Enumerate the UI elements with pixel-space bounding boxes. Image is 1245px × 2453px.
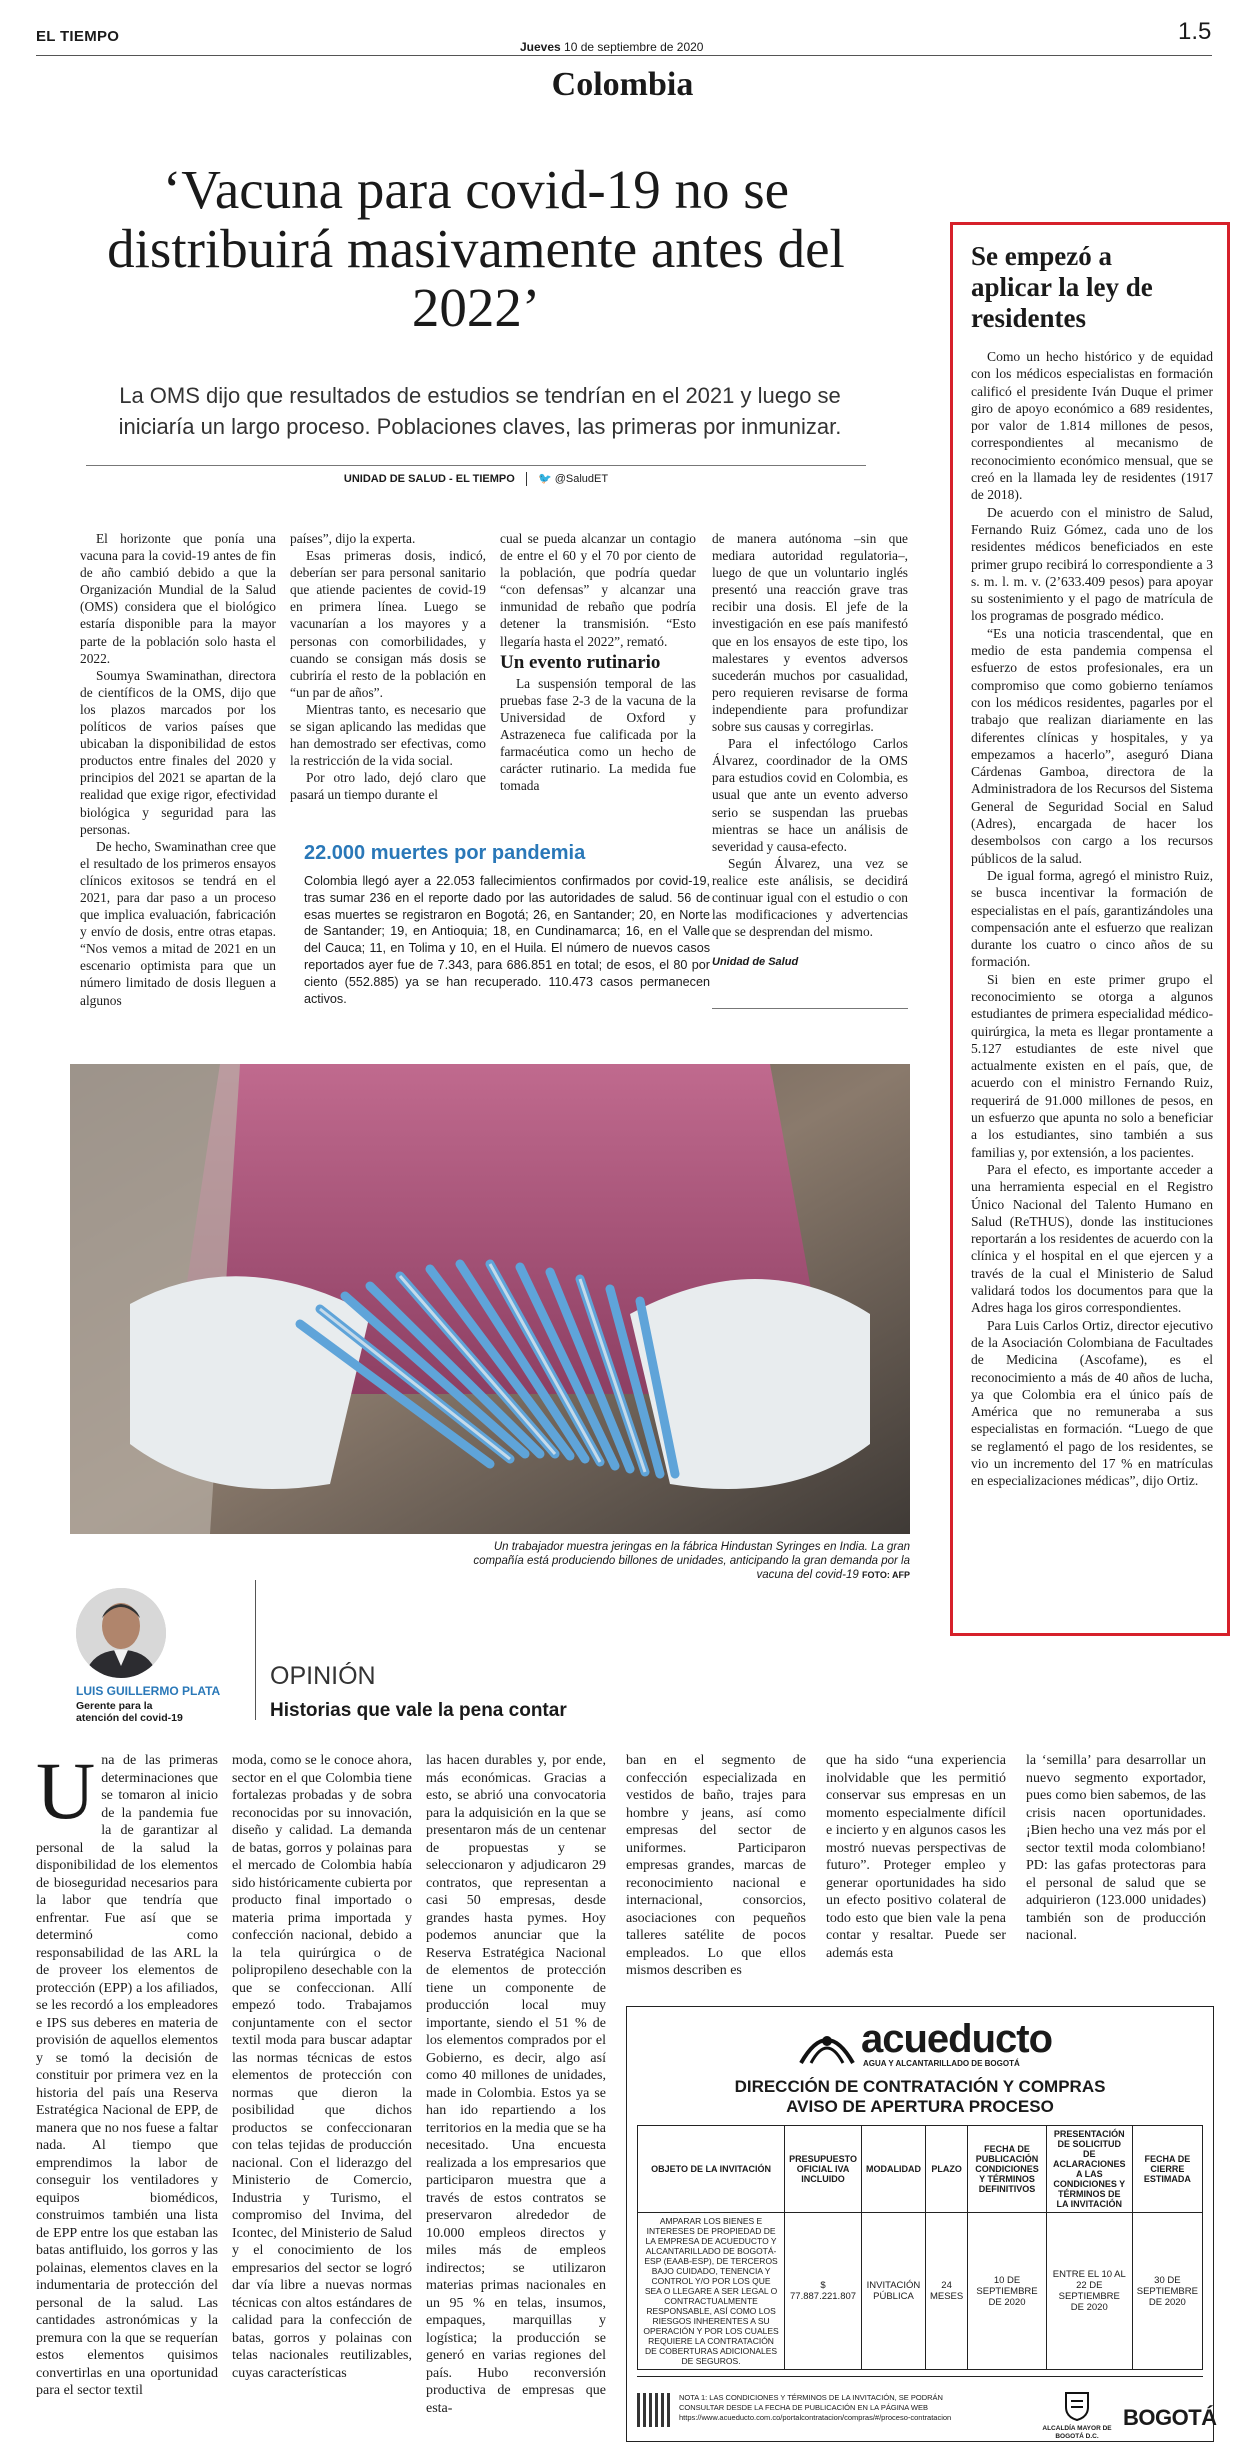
deaths-box-text: Colombia llegó ayer a 22.053 fallecimientos confirmados por covid-19, tras sumar 236 en el reporte dado por las autoridades de salud. 56 de esas muertes se registraron en Bogotá; 26, en Santander; 20, en Norte de Santander; 19, en Antioquia; 18, en Cundinamarca; 16, en el Valle del Cauca; 11, en Tolima y 10, en el Huila. El número de nuevos casos reportados ayer fue de 7.343, para 686.851 en total; de esos, el 80 por ciento (552.885) ya se han recuperado. 110.473 casos permanecen activos. — [304, 874, 710, 1006]
page-number: 1.5 — [1178, 18, 1212, 45]
opinion-paragraph: moda, como se le conoce ahora, sector en el que Colombia tiene fortalezas probadas y de sobra reconocidas por su innovación, diseño y calidad. La demanda de batas, gorros y polainas para el mercado de Colombia había sido históricamente cubierta por producto final importado o materia prima importada y confección nacional, debido a la tela quirúrgica o de polipropileno desechable con la que se confeccionan. Allí empezó todo. Trabajamos conjuntamente con el sector textil moda para buscar adaptar las normas técnicas de estos elementos de protección con normas que dieron la posibilidad que dichos productos se confeccionaran con telas tejidas de producción nacional. Con el liderazgo del Ministerio de Comercio, Industria y Turismo, el compromiso del Invima, del Icontec, del Ministerio de Salud y el conocimiento de los empresarios del sector se logró dar vía libre a nuevas normas técnicas con altos estándares de calidad para la confección de batas, gorros y polainas con telas nacionales reutilizables, cuyas características — [232, 1753, 412, 2381]
ad-cell: 30 DE SEPTIEMBRE DE 2020 — [1132, 2213, 1202, 2370]
ad-title-2: AVISO DE APERTURA PROCESO — [786, 2097, 1054, 2116]
photo-caption — [470, 1540, 910, 1582]
article-end-rule — [712, 1008, 908, 1009]
alcaldia-text: ALCALDÍA MAYOR DE BOGOTÁ D.C. — [1042, 2425, 1112, 2440]
opinion-paragraph: las hacen durables y, por ende, más económicas. Gracias a esto, se abrió una convocatoria para la adquisición en la que se presentaron más de un centenar de propuestas y se seleccionaron y adjudicaron 29 contratos, que representan a casi 50 empresas, desde grandes hasta pymes. Hoy podemos anunciar que la Reserva Estratégica Nacional de elementos de protección tiene un componente de producción local muy importante, siendo el 51 % de los elementos comprados por el Gobierno, es decir, algo así como 40 millones de unidades, made in Colombia. Estos ya se han ido repartiendo a los territorios en la media que se ha necesitado. Una encuesta realizada a los empresarios que participaron muestra que a través de estos contratos se preservaron alrededor de 10.000 empleos directos y miles más de empleos indirectos; se utilizaron materias primas nacionales en un 95 % en telas, insumos, empaques, marquillas y logística; la producción se generó en varias regiones del país. Hubo reconversión productiva de empresas que esta- — [426, 1753, 606, 2416]
article-paragraph: Esas primeras dosis, indicó, deberían ser para personal sanitario que atiende pacientes de covid-19 en primera línea. Luego se vacunarían a los mayores y a personas con comorbilidades, y cuando se consigan más dosis se cubriría el resto de la población en “un par de años”. — [290, 548, 486, 700]
section-title: Colombia — [551, 66, 694, 103]
residents-sidebar — [950, 222, 1230, 1636]
ad-logo — [637, 2017, 1203, 2073]
dropcap: U — [36, 1745, 96, 1836]
article-paragraph: Para el infectólogo Carlos Álvarez, coordinador de la OMS para estudios covid en Colombia, es usual que ante un evento adverso serio se suspendan las pruebas mientras se hace un análisis de severidad y causa-efecto. — [712, 736, 908, 854]
author-portrait — [76, 1588, 166, 1678]
issue-date — [520, 40, 703, 54]
ad-header-cell: FECHA DE CIERRE ESTIMADA — [1132, 2126, 1202, 2213]
syringes-photo — [70, 1064, 910, 1534]
author-avatar — [76, 1588, 166, 1678]
twitter-handle: @SaludET — [554, 473, 609, 485]
article-paragraph: La suspensión temporal de las pruebas fase 2-3 de la vacuna de la Universidad de Oxford y Astrazeneca fue calificada por la farmacéutica como un hecho de carácter rutinario. La medida fue tomada — [500, 675, 696, 794]
ad-cell: $ 77.887.221.807 — [785, 2213, 862, 2370]
bogota-logo: BOGOTÁ — [1123, 2405, 1217, 2430]
author-name: LUIS GUILLERMO PLATA — [76, 1684, 221, 1698]
ad-table-header — [638, 2126, 1203, 2213]
alcaldia-logo — [1037, 2391, 1117, 2441]
byline-row — [0, 472, 952, 486]
article-paragraph: El horizonte que ponía una vacuna para la covid-19 antes de fin de año cambió debido a que la Organización Mundial de la Salud (OMS) considera que el biológico estaría disponible para la mayor parte de la población solo hasta el 2022. — [80, 531, 276, 666]
sidebar-paragraph: Como un hecho histórico y de equidad con los médicos especialistas en formación calificó el presidente Iván Duque el primer giro de apoyo económico a 689 residentes, por valor de 1.814 millones de pesos, correspondientes al mecanismo de reconocimiento económico mensual, que se creó en la llamada ley de residentes (1917 de 2018). — [971, 349, 1213, 503]
opinion-label: OPINIÓN — [270, 1662, 376, 1690]
sidebar-title: Se empezó a aplicar la ley de residentes — [971, 241, 1153, 333]
ad-footer — [637, 2376, 1217, 2453]
opinion-title: Historias que vale la pena contar — [270, 1700, 567, 1721]
article-col-4 — [712, 530, 908, 971]
opinion-paragraph: la ‘semilla’ para desarrollar un nuevo segmento exportador, pues como bien sabemos, de las crisis nacen oportunidades. ¡Bien hecho una vez más por el sector textil moda colombiano! PD: las gafas protectoras para el personal de salud que se adquirieron (123.000 unidades) también son de producción nacional. — [1026, 1753, 1206, 1943]
opinion-col-2 — [232, 1752, 412, 2382]
byline: UNIDAD DE SALUD - EL TIEMPO — [343, 473, 515, 485]
article-paragraph: de manera autónoma –sin que mediara autoridad regulatoria–, luego de que un voluntario inglés presentó una reacción grave tras recibir una dosis. El jefe de la investigación en ese país manifestó que en los ensayos de este tipo, los malestares y eventos adversos sucederán muchos por casualidad, pero requieren revisarse de forma independiente para profundizar sobre sus causas y corregirlas. — [712, 531, 908, 735]
sidebar-paragraph: De igual forma, agregó el ministro Ruiz, se busca incentivar la formación de especialistas en el país, garantizándoles una compensación ante el esfuerzo que realizan durante los cuatro o cinco años de su formación. — [971, 867, 1213, 970]
shield-icon — [1064, 2391, 1090, 2421]
article-col-1 — [80, 530, 276, 1009]
ad-title-1: DIRECCIÓN DE CONTRATACIÓN Y COMPRAS — [734, 2077, 1106, 2096]
ad-cell: 10 DE SEPTIEMBRE DE 2020 — [968, 2213, 1047, 2370]
article-paragraph: países”, dijo la experta. — [290, 531, 416, 546]
syringes-illustration — [70, 1064, 910, 1534]
article-paragraph: Mientras tanto, es necesario que se sigan aplicando las medidas que han demostrado ser efectivas, como la restricción de la vida social. — [290, 701, 486, 769]
opinion-col-1 — [36, 1745, 218, 2400]
ad-header-cell: FECHA DE PUBLICACIÓN CONDICIONES Y TÉRMINOS DEFINITIVOS — [968, 2126, 1047, 2213]
masthead-rule — [36, 55, 1212, 56]
sidebar-paragraph: Si bien en este primer grupo el reconocimiento se otorga a algunos estudiantes de primera especialidad médico-quirúrgica, la meta es llegar prontamente a 5.127 estudiantes de este nivel que actualmente existen en el país, que, de acuerdo con el ministro Fernando Ruiz, requerirá de 91.000 millones de pesos, en un esfuerzo que apunta no solo a beneficiar a los estudiantes, sino también a sus familias y, por extensión, a los pacientes. — [971, 971, 1213, 1160]
ad-cell: 24 MESES — [925, 2213, 967, 2370]
sidebar-paragraph: De acuerdo con el ministro de Salud, Fernando Ruiz Gómez, cada uno de los residentes médicos beneficiados en este primer grupo recibirá lo correspondiente a 3 s. m. l. m. v. (2’633.409 pesos) para apoyar su sostenimiento y el pago de matrícula de los programas de posgrado médico. — [971, 504, 1213, 624]
article-paragraph: De hecho, Swaminathan cree que el resultado de los primeros ensayos clínicos exitosos se tendrá en el 2021, para dar paso a un proceso que implica evaluación, fabricación y envío de dosis, entre otras etapas. “Nos vemos a mitad de 2021 en un escenario optimista para que un número limitado de dosis lleguen a algunos — [80, 838, 276, 1008]
sidebar-paragraph: “Es una noticia trascendental, que en medio de esta pandemia compensa el esfuerzo de estos profesionales, era un compromiso que como gobierno teníamos con los médicos residentes, pagarles por el trabajo que realizan diariamente en las diferentes clínicas y hospitales, y ya empezamos a hacerlo”, aseguró Diana Cárdenas Gamboa, directora de la Administradora de los Recursos del Sistema General de Seguridad Social en Salud (Adres), encargada de hacer los desembolsos con cargo a los recursos públicos de la salud. — [971, 625, 1213, 866]
photo-credit: FOTO: AFP — [862, 1570, 910, 1580]
date-day: Jueves — [520, 40, 561, 54]
author-role: Gerente para la atención del covid-19 — [76, 1700, 183, 1724]
sidebar-body — [971, 348, 1213, 1490]
acueducto-logo-icon — [797, 2021, 857, 2067]
opinion-col-4 — [626, 1752, 806, 1980]
article-col-3 — [500, 530, 696, 794]
ad-header-cell: MODALIDAD — [861, 2126, 925, 2213]
caption-text: Un trabajador muestra jeringas en la fábrica Hindustan Syringes en India. La gran compañía está produciendo billones de unidades, anticipando la gran demanda por la vacuna del covid-19 — [473, 1541, 910, 1581]
article-subhead: Un evento rutinario — [500, 651, 661, 673]
sidebar-paragraph: Para el efecto, es importante acceder a una herramienta especial en el Registro Único Nacional del Talento Humano en Salud (ReTHUS), donde las instituciones reportarán a los residentes de acuerdo con la clínica y el hospital en el que ejercen y a través de la cual el Ministerio de Salud validará todos los documentos para que la Adres haga los giros correspondientes. — [971, 1161, 1213, 1316]
table-row — [638, 2213, 1203, 2370]
opinion-paragraph — [36, 1745, 218, 2400]
ad-brand-sub: AGUA Y ALCANTARILLADO DE BOGOTÁ — [863, 2059, 1020, 2068]
opinion-col-5 — [826, 1752, 1006, 1962]
opinion-paragraph: que ha sido “una experiencia inolvidable que les permitió conservar sus empresas en un momento especialmente difícil e incierto y en algunos casos les mostró nuevas perspectivas de futuro”. Proteger empleo y generar oportunidades ha sido un efecto positivo colateral de todo esto que bien vale la pena contar y resaltar. Puede ser además esta — [826, 1753, 1006, 1961]
byline-rule — [86, 465, 866, 466]
article-paragraph: cual se pueda alcanzar un contagio de entre el 60 y el 70 por ciento de la población, que podría quedar “con defensas” y alcanzar una inmunidad de rebaño que podría detener la transmisión. “Esto llegaría hasta el 2022”, remató. — [500, 531, 696, 649]
ad-cell: AMPARAR LOS BIENES E INTERESES DE PROPIEDAD DE LA EMPRESA DE ACUEDUCTO Y ALCANTARILLADO DE BOGOTÁ-ESP (EAAB-ESP), DE TERCEROS BAJO CUIDADO, TENENCIA Y CONTROL Y/O POR LOS QUE SEA O LLEGARE A SER LEGAL O CONTRACTUALMENTE RESPONSABLE, ASÍ COMO LOS RIESGOS INHERENTES A SU OPERACIÓN Y POR LOS CUALES REQUIERE LA CONTRATACIÓN DE COBERTURAS ADICIONALES DE SEGUROS. — [638, 2213, 785, 2370]
qr-code-icon — [637, 2393, 671, 2427]
ad-header-cell: PLAZO — [925, 2126, 967, 2213]
opinion-col-6 — [1026, 1752, 1206, 1945]
twitter-icon: 🐦 — [537, 473, 552, 485]
ad-header-cell: PRESUPUESTO OFICIAL IVA INCLUIDO — [785, 2126, 862, 2213]
ad-cell: INVITACIÓN PÚBLICA — [861, 2213, 925, 2370]
date-rest: 10 de septiembre de 2020 — [564, 40, 704, 54]
article-signature: Unidad de Salud — [712, 956, 799, 969]
ad-cell: ENTRE EL 10 AL 22 DE SEPTIEMBRE DE 2020 — [1046, 2213, 1132, 2370]
article-paragraph: Según Álvarez, una vez se realice este análisis, se decidirá continuar igual con el estudio o con las modificaciones y advertencias que se desprendan del mismo. — [712, 855, 908, 940]
article-paragraph: Por otro lado, dejó claro que pasará un tiempo durante el — [290, 770, 486, 803]
sidebar-paragraph: Para Luis Carlos Ortiz, director ejecutivo de la Asociación Colombiana de Facultades de Medicina (Ascofame), es el reconocimiento a más de 40 años de lucha, ya que Colombia era el único país de América que no remuneraba a sus especialistas en formación. “Luego de que se reglamentó el pago de los residentes, se vio un incremento del 17 % en matrículas en especializaciones médicas”, dijo Ortiz. — [971, 1317, 1213, 1489]
opinion-text: na de las primeras determinaciones que se tomaron al inicio de la pandemia fue la de garantizar al personal de la salud la disponibilidad de los elementos de bioseguridad necesarios para la labor que tendría que enfrentar. Fue así que se determinó como responsabilidad de las ARL la de proveer los elementos de protección (EPP) a los afiliados, se les recordó a los empleadores e IPS sus deberes en materia de provisión de aquellos elementos y se tomó la decisión de constituir por primera vez en la historia del país una Reserva Estratégica Nacional de EPP, de manera que no nos fuese a faltar nada. Al tiempo que emprendimos la labor de conseguir los ventiladores y equipos biomédicos, construimos también una lista de EPP entre los que estaban las batas antifluido, los gorros y las polainas, elementos claves en la indumentaria de protección del personal de la salud. Las cantidades astronómicas y la premura con la que se requerían estos elementos quisimos convertirlas en una oportunidad para el sector textil — [36, 1753, 218, 2398]
acueducto-ad — [626, 2006, 1217, 2442]
ad-table — [637, 2125, 1203, 2370]
opinion-paragraph: ban en el segmento de confección especializada en vestidos de baño, trajes para hombre y jeans, así como empresas del sector de uniformes. Participaron empresas grandes, marcas de reconocimiento nacional e internacional, consorcios, asociaciones con pequeños talleres satélite de pocos empleados. Lo que ellos mismos describen es — [626, 1753, 806, 1978]
ad-brand: acueducto — [861, 2017, 1053, 2061]
opinion-vertical-rule — [255, 1580, 256, 1720]
paper-name: EL TIEMPO — [36, 28, 120, 45]
ad-header-cell: PRESENTACIÓN DE SOLICITUD DE ACLARACIONES A LAS CONDICIONES Y TÉRMINOS DE LA INVITACIÓN — [1046, 2126, 1132, 2213]
deaths-box — [304, 842, 710, 1007]
opinion-col-3 — [426, 1752, 606, 2417]
article-col-2 — [290, 530, 486, 804]
article-paragraph: Soumya Swaminathan, directora de científicos de la OMS, dijo que los plazos marcados por los políticos de varios países que ubicaban la disponibilidad de estos productos entre finales del 2020 y principios del 2021 se apartan de la realidad que exige rigor, efectividad biológica y seguridad para las personas. — [80, 667, 276, 837]
deck: La OMS dijo que resultados de estudios se tendrían en el 2021 y luego se iniciaría un largo proceso. Poblaciones claves, las primeras por inmunizar. — [118, 383, 842, 439]
byline-divider — [526, 472, 527, 486]
deaths-box-title: 22.000 muertes por pandemia — [304, 842, 586, 864]
ad-note: NOTA 1: LAS CONDICIONES Y TÉRMINOS DE LA INVITACIÓN, SE PODRÁN CONSULTAR DESDE LA FECHA DE PUBLICACIÓN EN LA PÁGINA WEB https://www.acueducto.com.co/portalcontratacion/compras/#/proceso-contratacion — [679, 2393, 952, 2422]
headline: ‘Vacuna para covid-19 no se distribuirá masivamente antes del 2022’ — [107, 159, 845, 338]
ad-header-cell: OBJETO DE LA INVITACIÓN — [638, 2126, 785, 2213]
